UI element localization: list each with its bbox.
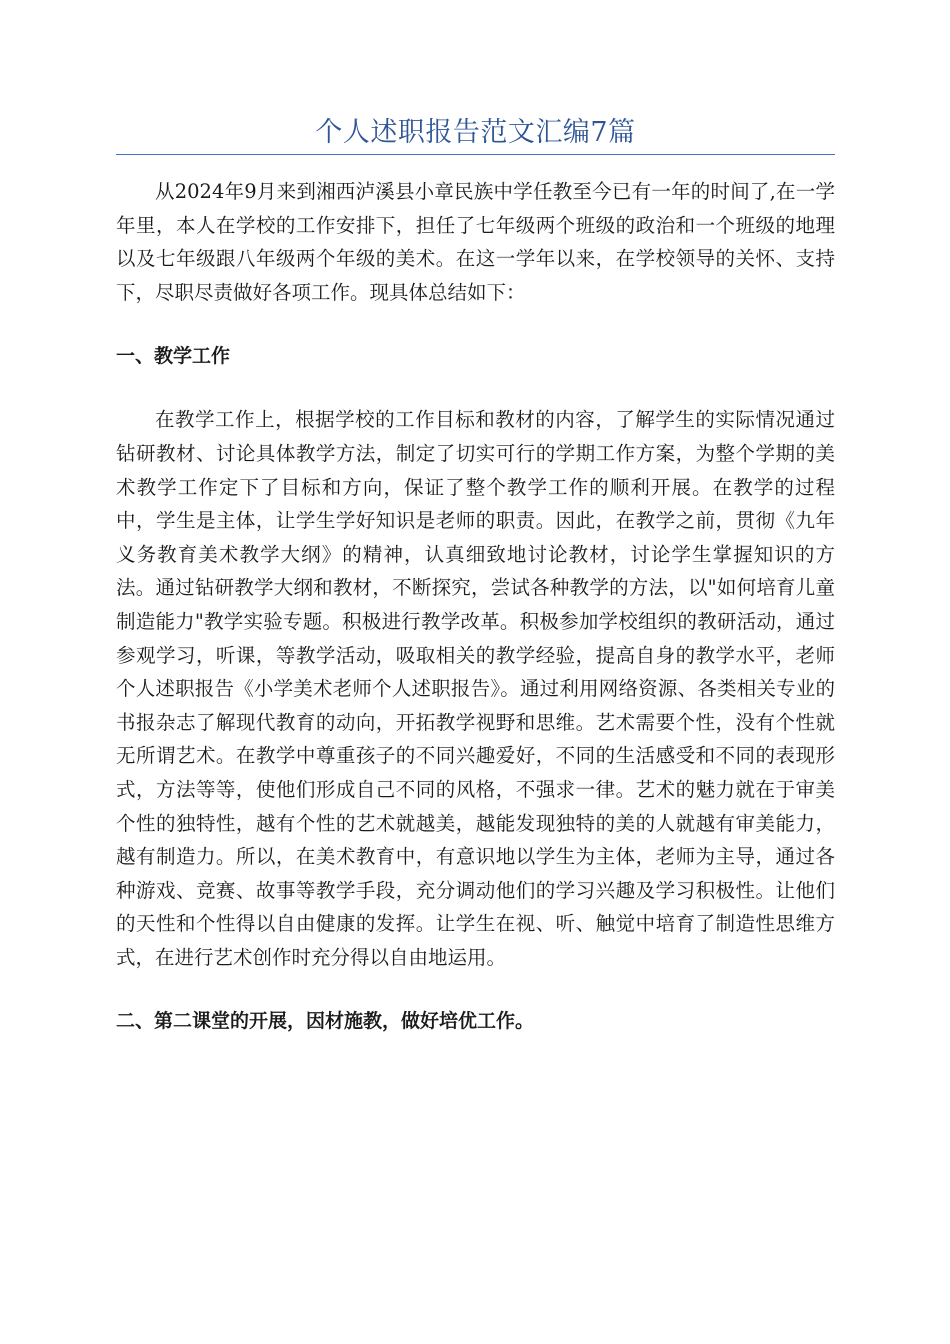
section-heading-1: 一、教学工作: [116, 345, 231, 368]
document-body: [116, 175, 835, 1038]
title-underline: [116, 154, 835, 155]
section-1-paragraph: 在教学工作上，根据学校的工作目标和教材的内容，了解学生的实际情况通过钻研教材、讨论具体教学方法，制定了切实可行的学期工作方案，为整个学期的美术教学工作定下了目标和方向，保证了整个教学工作的顺利开展。在教学的过程中，学生是主体，让学生学好知识是老师的职责。因此，在教学之前，贯彻《九年义务教育美术教学大纲》的精神，认真细致地讨论教材，讨论学生掌握知识的方法。通过钻研教学大纲和教材，不断探究，尝试各种教学的方法，以"如何培育儿童制造能力"教学实验专题。积极进行教学改革。积极参加学校组织的教研活动，通过参观学习，听课，等教学活动，吸取相关的教学经验，提高自身的教学水平，老师个人述职报告《小学美术老师个人述职报告》。通过利用网络资源、各类相关专业的书报杂志了解现代教育的动向，开拓教学视野和思维。艺术需要个性，没有个性就无所谓艺术。在教学中尊重孩子的不同兴趣爱好，不同的生活感受和不同的表现形式，方法等等，使他们形成自己不同的风格，不强求一律。艺术的魅力就在于审美个性的独特性，越有个性的艺术就越美，越能发现独特的美的人就越有审美能力，越有制造力。所以，在美术教育中，有意识地以学生为主体，老师为主导，通过各种游戏、竞赛、故事等教学手段，充分调动他们的学习兴趣及学习积极性。让他们的天性和个性得以自由健康的发挥。让学生在视、听、触觉中培育了制造性思维方式，在进行艺术创作时充分得以自由地运用。: [116, 408, 835, 969]
spacer: [116, 309, 835, 339]
spacer: [116, 373, 835, 403]
intro-paragraph: 从2024年9月来到湘西泸溪县小章民族中学任教至今已有一年的时间了,在一学年里，本人在学校的工作安排下，担任了七年级两个班级的政治和一个班级的地理以及七年级跟八年级两个年级的美术。在这一学年以来，在学校领导的关怀、支持下，尽职尽责做好各项工作。现具体总结如下：: [116, 180, 835, 304]
document-title: 个人述职报告范文汇编7篇: [315, 117, 636, 148]
spacer: [116, 974, 835, 1004]
section-heading-2: 二、第二课堂的开展，因材施教，做好培优工作。: [116, 1010, 535, 1033]
